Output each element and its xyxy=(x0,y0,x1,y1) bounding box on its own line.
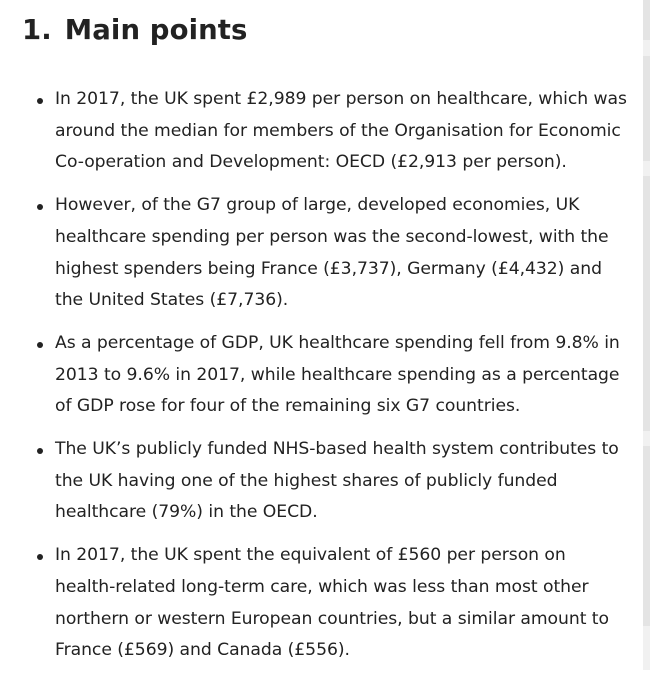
section-heading xyxy=(22,8,248,52)
gutter-segment xyxy=(643,446,650,626)
list-item-text: The UK’s publicly funded NHS-based health system contributes to the UK having one of the highest shares of publicly funded healthcare (79%) in the OECD. xyxy=(55,439,619,523)
bullet-icon xyxy=(37,98,43,104)
list-item-text: As a percentage of GDP, UK healthcare spending fell from 9.8% in 2013 to 9.6% in 2017, while healthcare spending as a percentage of GDP rose for four of the remaining six G7 countries. xyxy=(55,332,620,417)
list-item xyxy=(0,190,640,317)
list-item xyxy=(0,84,640,179)
gutter-segment xyxy=(643,0,650,40)
list-item xyxy=(0,540,640,667)
gutter-segment xyxy=(643,56,650,161)
bullet-icon xyxy=(37,554,43,560)
list-item-text: In 2017, the UK spent £2,989 per person on healthcare, which was around the median for members of the Organisation for Economic Co-operation and Development: OECD (£2,913 per person). xyxy=(55,89,627,173)
bullet-icon xyxy=(37,448,43,454)
section-title: Main points xyxy=(64,14,248,46)
main-points-list xyxy=(0,84,640,678)
section-number: 1. xyxy=(22,14,52,46)
side-gutter xyxy=(643,0,650,670)
list-item xyxy=(0,434,640,529)
list-item-text: In 2017, the UK spent the equivalent of £560 per person on health-related long-term care, which was less than most other northern or western European countries, but a similar amount to France (£569) and Canada (£556). xyxy=(55,545,609,661)
bullet-icon xyxy=(37,204,43,210)
bullet-icon xyxy=(37,342,43,348)
gutter-segment xyxy=(643,176,650,431)
list-item-text: However, of the G7 group of large, developed economies, UK healthcare spending per person was the second-lowest, with the highest spenders being France (£3,737), Germany (£4,432) and the United States (£7,736). xyxy=(55,195,609,311)
list-item xyxy=(0,328,640,423)
